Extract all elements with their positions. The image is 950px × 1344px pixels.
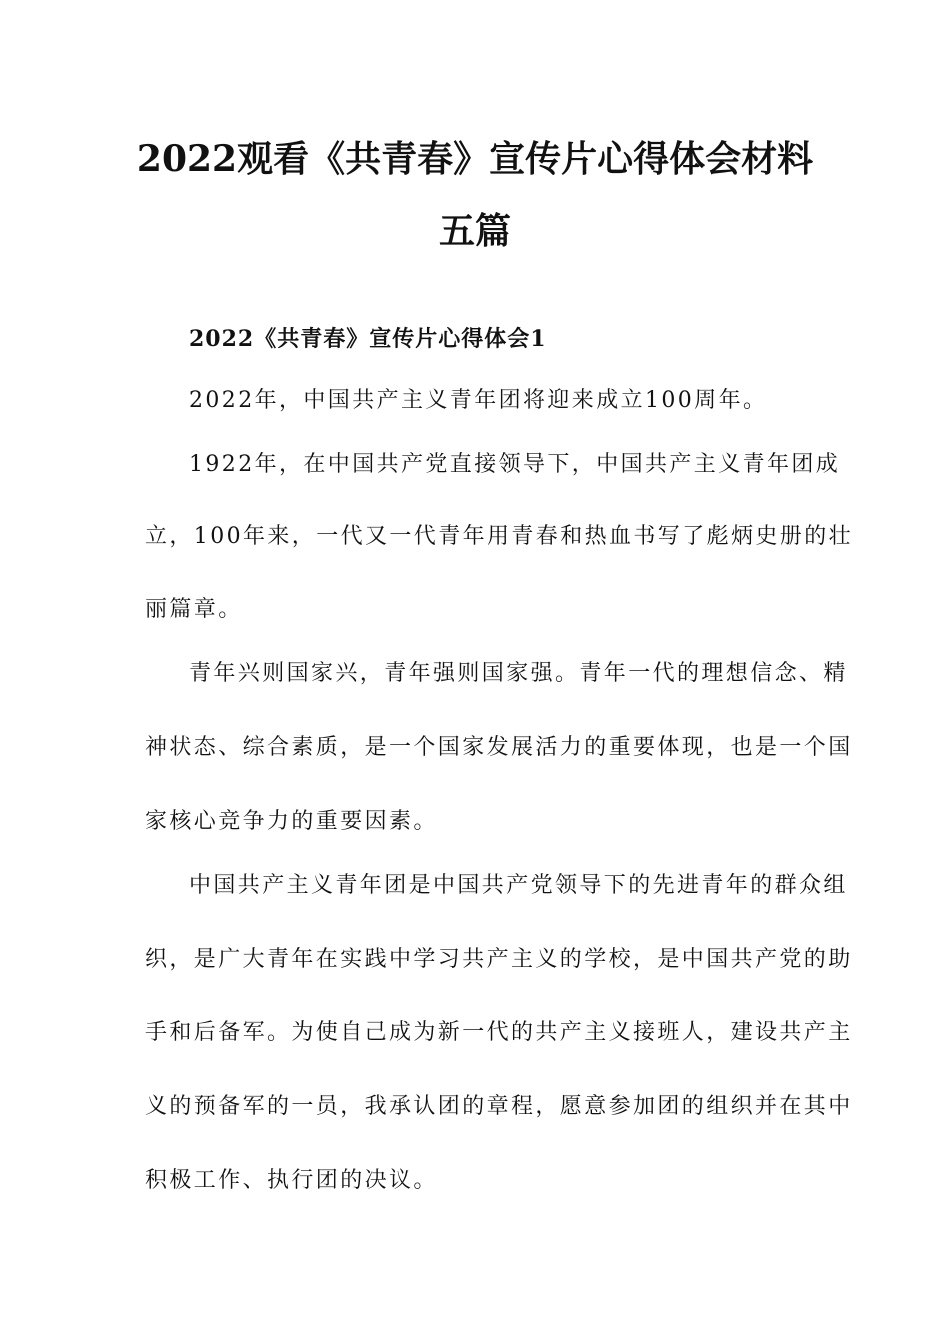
- paragraph-3-line-3: 家核心竞争力的重要因素。: [145, 809, 438, 834]
- paragraph-4-line-2: 织，是广大青年在实践中学习共产主义的学校，是中国共产党的助: [145, 947, 853, 972]
- paragraph-4-line-4: 义的预备军的一员，我承认团的章程，愿意参加团的组织并在其中: [145, 1094, 853, 1119]
- paragraph-2-line-3: 丽篇章。: [145, 597, 243, 622]
- section-heading: 2022《共青春》宣传片心得体会1: [189, 326, 547, 352]
- document-title-line-1: 2022观看《共青春》宣传片心得体会材料: [136, 138, 814, 180]
- document-title-line-2: 五篇: [438, 210, 511, 252]
- paragraph-4-line-3: 手和后备军。为使自己成为新一代的共产主义接班人，建设共产主: [145, 1020, 853, 1045]
- paragraph-3-line-1: 青年兴则国家兴，青年强则国家强。青年一代的理想信念、精: [189, 661, 848, 686]
- paragraph-4-line-1: 中国共产主义青年团是中国共产党领导下的先进青年的群众组: [189, 873, 848, 898]
- paragraph-2-line-2: 立，100年来，一代又一代青年用青春和热血书写了彪炳史册的壮: [145, 524, 853, 549]
- paragraph-1-line-1: 2022年，中国共产主义青年团将迎来成立100周年。: [189, 388, 768, 413]
- paragraph-4-line-5: 积极工作、执行团的决议。: [145, 1168, 438, 1193]
- paragraph-3-line-2: 神状态、综合素质，是一个国家发展活力的重要体现，也是一个国: [145, 735, 853, 760]
- paragraph-2-line-1: 1922年，在中国共产党直接领导下，中国共产主义青年团成: [189, 452, 841, 477]
